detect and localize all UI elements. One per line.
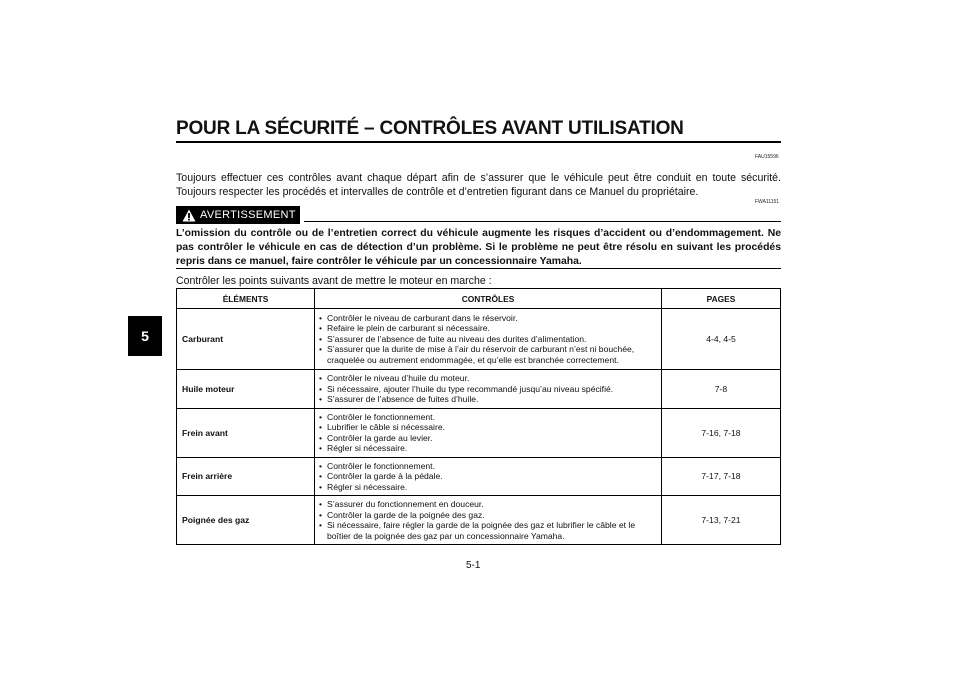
warning-rule — [304, 221, 781, 222]
table-row — [177, 496, 781, 545]
bullet-icon: • — [319, 422, 323, 432]
row-checks — [315, 496, 662, 545]
check-item — [319, 443, 658, 454]
check-item — [319, 422, 658, 433]
checks-table — [176, 288, 781, 545]
bullet-icon: • — [319, 383, 323, 394]
page-number: 5-1 — [466, 560, 481, 571]
check-item — [319, 471, 658, 482]
check-item — [319, 373, 658, 384]
row-pages: 7-16, 7-18 — [662, 408, 781, 457]
warning-rule-bottom — [176, 268, 781, 269]
row-item: Carburant — [177, 309, 315, 370]
check-item — [319, 394, 658, 405]
check-text: Contrôler la garde de la poignée des gaz. — [327, 509, 485, 520]
check-item — [319, 461, 658, 472]
chapter-tab: 5 — [128, 316, 162, 356]
check-text: Contrôler la garde au levier. — [327, 432, 433, 443]
row-checks — [315, 457, 662, 496]
check-item — [319, 313, 658, 324]
check-text: Refaire le plein de carburant si nécessaire. — [327, 323, 490, 334]
header-checks: CONTRÔLES — [315, 289, 662, 309]
bullet-icon: • — [319, 411, 323, 422]
row-checks — [315, 309, 662, 370]
warning-code: FWA11151 — [755, 199, 780, 205]
check-item — [319, 344, 658, 365]
intro-paragraph: Toujours effectuer ces contrôles avant chaque départ afin de s’assurer que le véhicule peut être conduit en toute sécurité. Toujours respecter les procédés et intervalles de contrôle et d’entretien figurant dans ce Manuel du propriétaire. — [176, 172, 781, 198]
check-item — [319, 323, 658, 334]
bullet-icon: • — [319, 520, 323, 530]
table-row — [177, 370, 781, 409]
warning-badge — [176, 206, 300, 224]
bullet-icon: • — [319, 481, 323, 492]
check-text: S’assurer du fonctionnement en douceur. — [327, 499, 484, 509]
check-item — [319, 412, 658, 423]
warning-triangle-icon — [182, 209, 196, 222]
check-text: S’assurer de l’absence de fuite au niveau des durites d’alimentation. — [327, 333, 587, 344]
bullet-icon: • — [319, 499, 323, 509]
check-text: Contrôler la garde à la pédale. — [327, 471, 443, 481]
bullet-icon: • — [319, 471, 323, 481]
check-text: Contrôler le fonctionnement. — [327, 460, 435, 471]
row-pages: 7-8 — [662, 370, 781, 409]
bullet-icon: • — [319, 312, 323, 323]
header-items: ÉLÉMENTS — [177, 289, 315, 309]
row-pages: 4-4, 4-5 — [662, 309, 781, 370]
bullet-icon: • — [319, 432, 323, 443]
check-item — [319, 334, 658, 345]
bullet-icon: • — [319, 323, 323, 334]
bullet-icon: • — [319, 373, 323, 383]
row-item: Huile moteur — [177, 370, 315, 409]
row-item: Frein arrière — [177, 457, 315, 496]
check-text: Lubrifier le câble si nécessaire. — [327, 422, 445, 432]
title-rule — [176, 141, 781, 143]
header-pages: PAGES — [662, 289, 781, 309]
section-code: FAU15596 — [755, 154, 779, 160]
table-body — [177, 309, 781, 545]
check-item — [319, 510, 658, 521]
row-item: Frein avant — [177, 408, 315, 457]
bullet-icon: • — [319, 333, 323, 344]
check-text: Si nécessaire, ajouter l’huile du type recommandé jusqu’au niveau spécifié. — [327, 383, 614, 394]
page-title: POUR LA SÉCURITÉ – CONTRÔLES AVANT UTILISATION — [176, 118, 684, 139]
table-row — [177, 408, 781, 457]
row-checks — [315, 370, 662, 409]
bullet-icon: • — [319, 443, 323, 453]
table-row — [177, 457, 781, 496]
bullet-icon: • — [319, 394, 323, 404]
check-text: S’assurer de l’absence de fuites d’huile. — [327, 394, 479, 404]
row-item: Poignée des gaz — [177, 496, 315, 545]
check-text: Si nécessaire, faire régler la garde de la poignée des gaz et lubrifier le câble et le boîtier de la poignée des gaz par un concessionnaire Yamaha. — [327, 520, 636, 541]
check-text: Contrôler le niveau d’huile du moteur. — [327, 373, 470, 383]
row-pages: 7-13, 7-21 — [662, 496, 781, 545]
check-item — [319, 433, 658, 444]
check-text: Régler si nécessaire. — [327, 443, 408, 453]
check-text: Régler si nécessaire. — [327, 481, 408, 492]
lead-text: Contrôler les points suivants avant de mettre le moteur en marche : — [176, 275, 492, 287]
warning-text: L’omission du contrôle ou de l’entretien correct du véhicule augmente les risques d’accident ou d’endommagement. Ne pas contrôler le véhicule en cas de détection d’un problème. Si le problème ne peut être résolu en suivant les procédés repris dans ce manuel, faire contrôler le véhicule par un concessionnaire Yamaha. — [176, 228, 781, 267]
bullet-icon: • — [319, 460, 323, 471]
table-row — [177, 309, 781, 370]
check-item — [319, 384, 658, 395]
check-item — [319, 482, 658, 493]
bullet-icon: • — [319, 509, 323, 520]
check-text: Contrôler le fonctionnement. — [327, 411, 435, 422]
check-item — [319, 499, 658, 510]
bullet-icon: • — [319, 344, 323, 355]
check-text: S’assurer que la durite de mise à l’air du réservoir de carburant n’est ni bouchée, craquelée ou autrement endommagée, et qu’elle est branchée correctement. — [327, 344, 635, 365]
warning-label: AVERTISSEMENT — [200, 209, 296, 221]
table-header-row — [177, 289, 781, 309]
check-text: Contrôler le niveau de carburant dans le réservoir. — [327, 312, 518, 323]
row-pages: 7-17, 7-18 — [662, 457, 781, 496]
check-item — [319, 520, 658, 541]
row-checks — [315, 408, 662, 457]
